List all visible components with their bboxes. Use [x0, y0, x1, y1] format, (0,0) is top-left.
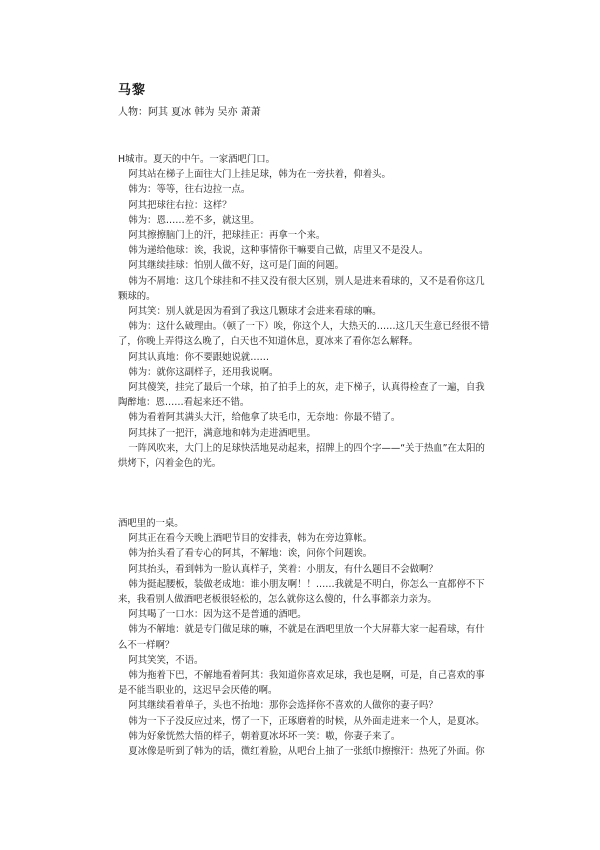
scene-1-line: 韩为：等等，往右边拉一点。 [128, 184, 251, 196]
scene-2-line: 阿其继续看着单子，头也不抬地：那你会选择你不喜欢的人做你的妻子吗？ [128, 700, 438, 712]
scene-2-line: 韩为不解地：就是专门做足球的嘛，不就是在酒吧里放一个大屏幕大家一起看球，有什么不一样啊？ [118, 624, 485, 651]
scene-1-line: 韩为看着阿其满头大汗，给他拿了块毛巾，无奈地：你最不错了。 [128, 412, 401, 424]
scene-2 [118, 516, 490, 759]
scene-2-line: 韩为抬头看了看专心的阿其，不解地：诶，问你个问题诶。 [128, 548, 373, 560]
scene-1-line: 阿其抹了一把汗，满意地和韩为走进酒吧里。 [128, 427, 316, 439]
play-title: 马黎 [118, 83, 147, 98]
scene-1-line: 阿其擦擦脑门上的汗，把球挂正：再拿一个来。 [128, 230, 326, 242]
scene-2-line: 阿其喝了一口水：因为这不是普通的酒吧。 [128, 609, 307, 621]
scene-2-line: 韩为拖着下巴，不解地看着阿其：我知道你喜欢足球，我也是啊，可是，自己喜欢的事是不能当职业的，这迟早会厌倦的啊。 [118, 670, 485, 697]
scene-1-line: 韩为：恩……差不多，就这里。 [128, 214, 260, 226]
scene-2-line: 韩为挺起腰板，装做老成地：谁小朋友啊！！……我就是不明白，你怎么一直都停不下来，我看别人做酒吧老板很轻松的，怎么就你这么傻的，什么事都亲力亲为。 [118, 578, 485, 606]
scene-1-line: 阿其傻笑，挂完了最后一个球，拍了拍手上的灰，走下梯子，认真得检查了一遍，自我陶醉地：恩……看起来还不错。 [118, 382, 485, 409]
scene-1-line: 阿其继续挂球：怕别人做不好，这可是门面的问题。 [128, 260, 344, 272]
scene-1-line: 韩为递给他球：诶，我说，这种事情你干嘛要自己做，店里又不是没人。 [128, 245, 429, 257]
scene-2-line: 夏冰像是听到了韩为的话，微红着脸，从吧台上抽了一张纸巾擦擦汗：热死了外面。你 [128, 746, 485, 758]
scene-2-line: 阿其笑笑，不语。 [128, 654, 204, 666]
scene-1-line: 韩为不屑地：这几个球挂和不挂又没有很大区别，别人是进来看球的，又不是看你这几颗球的。 [118, 275, 485, 302]
scene-1-line: 阿其笑：别人就是因为看到了我这几颗球才会进来看球的嘛。 [128, 306, 382, 318]
scene-2-line: 阿其抬头，看到韩为一脸认真样子，笑着：小朋友，有什么题目不会做啊？ [128, 563, 438, 575]
scene-1 [118, 152, 490, 471]
scene-1-line: 阿其站在梯子上面往大门上挂足球，韩为在一旁扶着，仰着头。 [128, 169, 391, 181]
scene-1-line: 阿其把球往右拉：这样？ [128, 199, 232, 211]
scene-2-line: 韩为好象恍然大悟的样子，朝着夏冰坏坏一笑：嗷，你妻子来了。 [128, 730, 401, 742]
scene-1-line: 阿其认真地：你不要跟她说就…… [128, 351, 269, 363]
scene-2-line: 阿其正在看今天晚上酒吧节目的安排表，韩为在旁边算帐。 [128, 533, 373, 545]
scene-2-line: 韩为一下子没反应过来，愣了一下，正琢磨着的时候，从外面走进来一个人，是夏冰。 [128, 715, 485, 727]
scene-1-line: 韩为：就你这副样子，还用我说啊。 [128, 366, 279, 378]
scene-2-line: 酒吧里的一桌。 [118, 518, 184, 529]
scene-1-line: 韩为：这什么破理由。（顿了一下）唉，你这个人，大热天的……这几天生意已经很不错了，你晚上弄得这么晚了，白天也不知道休息，夏冰来了看你怎么解释。 [118, 321, 490, 348]
scene-1-line: 一阵风吹来，大门上的足球快活地晃动起来，招牌上的四个字——“关于热血”在太阳的烘烤下，闪着金色的光。 [118, 442, 485, 470]
scene-1-line: H城市。夏天的中午。一家酒吧门口。 [118, 154, 276, 165]
character-list: 人物：阿其 夏冰 韩为 吴亦 萧萧 [118, 107, 261, 118]
